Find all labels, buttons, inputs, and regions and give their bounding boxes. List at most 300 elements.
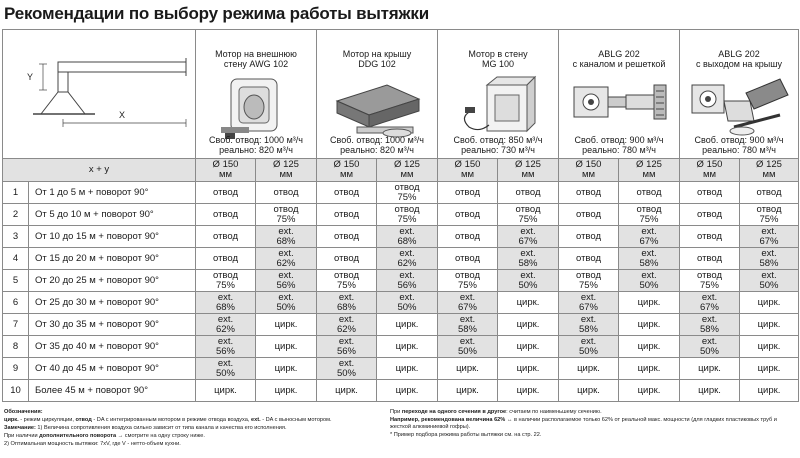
mode-cell <box>680 204 740 226</box>
recommendation-rows <box>3 182 799 402</box>
mode-label: ext. <box>338 313 355 325</box>
mode-cell <box>196 336 256 358</box>
mode-cell <box>680 292 740 314</box>
mode-percent: 75% <box>759 213 779 225</box>
mode-percent: 58% <box>639 257 659 269</box>
row-number: 8 <box>3 336 29 358</box>
mode-label: отвод <box>394 203 420 215</box>
diameter-150-header: Ø 150 мм <box>680 159 740 182</box>
footer-note: Обозначения: <box>4 409 43 415</box>
mode-label: отвод <box>334 208 359 220</box>
mode-label: цирк. <box>516 362 540 374</box>
duct-length-description: От 35 до 40 м + поворот 90° <box>29 336 196 358</box>
mode-percent: 67% <box>518 235 538 247</box>
mode-percent: 75% <box>578 279 598 291</box>
mode-cell <box>317 182 377 204</box>
mode-label: ext. <box>761 225 777 237</box>
mode-cell <box>196 226 256 248</box>
mode-label: цирк. <box>698 384 721 396</box>
table-row <box>3 270 799 292</box>
duct-schema-icon <box>3 30 196 155</box>
mode-percent: 67% <box>699 301 719 313</box>
page-title: Рекомендации по выбору режима работы вытяжки <box>4 4 429 23</box>
mode-cell <box>619 314 680 336</box>
diameter-125-header: Ø 125 мм <box>256 159 317 182</box>
mode-label: цирк. <box>274 318 298 330</box>
xy-header: x + y <box>3 159 196 182</box>
mode-label: отвод <box>213 230 238 242</box>
table-row <box>3 182 799 204</box>
mode-cell <box>438 380 498 402</box>
mode-cell <box>559 204 619 226</box>
mode-percent: 67% <box>639 235 659 247</box>
mode-cell <box>619 358 680 380</box>
mode-label: цирк. <box>395 384 419 396</box>
mode-label: отвод <box>455 252 480 264</box>
mode-cell <box>740 248 799 270</box>
mode-cell <box>196 292 256 314</box>
diameter-subheader-row <box>3 159 799 182</box>
table-row <box>3 204 799 226</box>
mode-percent: 58% <box>759 257 779 269</box>
footer-note: цирк. - режим циркуляции, отвод - DA с интегрированным мотором в режиме отвода воздуха, ext. - DA с выносным мотором. <box>4 417 332 423</box>
mode-cell <box>317 380 377 402</box>
mode-label: ext. <box>641 269 657 281</box>
mode-percent: 50% <box>276 301 296 313</box>
mode-cell <box>680 314 740 336</box>
mode-cell <box>740 226 799 248</box>
mode-label: отвод <box>213 269 238 281</box>
mode-label: ext. <box>641 225 657 237</box>
mode-label: ext. <box>761 269 777 281</box>
mode-percent: 75% <box>397 213 417 225</box>
row-number: 9 <box>3 358 29 380</box>
mode-cell <box>680 380 740 402</box>
mode-cell <box>256 204 317 226</box>
mode-cell <box>317 336 377 358</box>
mode-percent: 68% <box>276 235 296 247</box>
mode-label: цирк. <box>516 318 540 330</box>
mode-cell <box>680 358 740 380</box>
table-row <box>3 314 799 336</box>
mode-percent: 50% <box>699 345 719 357</box>
mode-label: отвод <box>273 203 299 215</box>
mode-cell <box>559 292 619 314</box>
mode-cell <box>619 204 680 226</box>
duct-length-description: От 25 до 30 м + поворот 90° <box>29 292 196 314</box>
table-row <box>3 248 799 270</box>
mode-label: цирк. <box>274 340 298 352</box>
mode-label: цирк. <box>757 384 781 396</box>
duct-length-description: От 40 до 45 м + поворот 90° <box>29 358 196 380</box>
mode-label: отвод <box>394 181 420 193</box>
roof-outlet-motor-icon <box>684 71 794 143</box>
mode-label: отвод <box>576 186 601 198</box>
mode-label: цирк. <box>577 362 600 374</box>
mode-percent: 56% <box>397 279 417 291</box>
mode-label: ext. <box>399 247 415 259</box>
mode-label: ext. <box>278 225 294 237</box>
mode-label: ext. <box>520 247 536 259</box>
diameter-150-header: Ø 150 мм <box>196 159 256 182</box>
mode-cell <box>196 380 256 402</box>
duct-length-description: От 20 до 25 м + поворот 90° <box>29 270 196 292</box>
product-header-row <box>3 30 799 159</box>
footer-note: При переходе на одного сечения в другое: считаем по наименьшему сечению. <box>390 409 602 415</box>
row-number: 2 <box>3 204 29 226</box>
roof-motor-icon <box>327 71 427 143</box>
table-row <box>3 380 799 402</box>
mode-percent: 58% <box>578 323 598 335</box>
mode-label: отвод <box>697 230 722 242</box>
mode-cell <box>256 336 317 358</box>
mode-percent: 50% <box>215 367 235 379</box>
mode-label: отвод <box>576 252 601 264</box>
mode-label: отвод <box>697 269 722 281</box>
table-row <box>3 358 799 380</box>
mode-cell <box>740 270 799 292</box>
mode-cell <box>559 380 619 402</box>
mode-cell <box>256 248 317 270</box>
mode-cell <box>498 270 559 292</box>
mode-label: цирк. <box>214 384 237 396</box>
mode-percent: 67% <box>578 301 598 313</box>
mode-cell <box>317 226 377 248</box>
row-number: 1 <box>3 182 29 204</box>
mode-cell <box>559 226 619 248</box>
mode-percent: 68% <box>397 235 417 247</box>
mode-label: отвод <box>273 186 299 198</box>
mode-label: отвод <box>576 208 601 220</box>
mode-cell <box>680 336 740 358</box>
mode-cell <box>438 248 498 270</box>
mode-label: цирк. <box>274 362 298 374</box>
product-flow: Своб. отвод: 1000 м³/ч реально: 820 м³/ч <box>209 135 303 155</box>
product-name: Мотор на крышу DDG 102 <box>342 48 412 69</box>
mode-percent: 62% <box>276 257 296 269</box>
duct-length-description: От 10 до 15 м + поворот 90° <box>29 226 196 248</box>
mode-percent: 58% <box>457 323 477 335</box>
product-name: ABLG 202 с каналом и решеткой <box>572 48 666 69</box>
product-name: Мотор в стену MG 100 <box>468 48 528 69</box>
mode-percent: 50% <box>578 345 598 357</box>
mode-label: отвод <box>334 252 359 264</box>
mode-cell <box>256 358 317 380</box>
duct-schema-cell <box>3 30 196 159</box>
product-flow: Своб. отвод: 900 м³/ч реально: 780 м³/ч <box>574 135 664 155</box>
mode-cell <box>377 314 438 336</box>
mode-cell <box>377 226 438 248</box>
mode-label: отвод <box>515 186 541 198</box>
mode-cell <box>498 226 559 248</box>
mode-label: отвод <box>697 252 722 264</box>
mode-label: цирк. <box>456 362 479 374</box>
mode-cell <box>559 270 619 292</box>
mode-label: цирк. <box>395 340 419 352</box>
mode-cell <box>680 182 740 204</box>
footer-legend <box>4 409 384 449</box>
mode-label: отвод <box>334 269 359 281</box>
mode-label: отвод <box>455 230 480 242</box>
mode-cell <box>559 314 619 336</box>
mode-label: ext. <box>399 291 415 303</box>
mode-percent: 75% <box>215 279 235 291</box>
mode-label: ext. <box>217 335 234 347</box>
mode-label: цирк. <box>516 384 540 396</box>
product-mg100 <box>438 30 559 159</box>
mode-cell <box>740 292 799 314</box>
diameter-150-header: Ø 150 мм <box>559 159 619 182</box>
mode-cell <box>196 358 256 380</box>
duct-length-description: От 5 до 10 м + поворот 90° <box>29 204 196 226</box>
mode-label: цирк. <box>637 318 661 330</box>
mode-label: ext. <box>399 225 415 237</box>
in-wall-motor-icon <box>453 71 543 143</box>
mode-label: цирк. <box>637 384 661 396</box>
mode-label: ext. <box>338 335 355 347</box>
mode-cell <box>256 270 317 292</box>
mode-percent: 62% <box>397 257 417 269</box>
diameter-125-header: Ø 125 мм <box>619 159 680 182</box>
mode-percent: 75% <box>639 213 659 225</box>
mode-cell <box>377 380 438 402</box>
mode-label: ext. <box>338 291 355 303</box>
mode-label: ext. <box>278 269 294 281</box>
mode-cell <box>559 336 619 358</box>
mode-percent: 75% <box>336 279 356 291</box>
mode-percent: 58% <box>699 323 719 335</box>
mode-label: цирк. <box>335 384 358 396</box>
mode-label: ext. <box>217 291 234 303</box>
mode-label: ext. <box>580 291 597 303</box>
mode-label: ext. <box>761 247 777 259</box>
product-flow: Своб. отвод: 850 м³/ч реально: 730 м³/ч <box>453 135 543 155</box>
mode-label: цирк. <box>395 362 419 374</box>
diameter-150-header: Ø 150 мм <box>438 159 498 182</box>
mode-cell <box>317 270 377 292</box>
wall-motor-icon <box>211 71 301 143</box>
mode-label: отвод <box>636 186 662 198</box>
product-ddg102 <box>317 30 438 159</box>
mode-percent: 62% <box>336 323 356 335</box>
mode-percent: 56% <box>215 345 235 357</box>
mode-label: отвод <box>576 230 601 242</box>
mode-cell <box>619 182 680 204</box>
mode-label: отвод <box>756 186 782 198</box>
mode-cell <box>256 182 317 204</box>
mode-cell <box>377 358 438 380</box>
product-flow: Своб. отвод: 1000 м³/ч реально: 820 м³/ч <box>330 135 424 155</box>
table-row <box>3 292 799 314</box>
mode-cell <box>498 204 559 226</box>
mode-percent: 67% <box>457 301 477 313</box>
mode-label: отвод <box>697 208 722 220</box>
product-name: Мотор на внешнюю стену AWG 102 <box>215 48 297 69</box>
mode-label: отвод <box>334 186 359 198</box>
mode-cell <box>438 204 498 226</box>
mode-cell <box>256 226 317 248</box>
mode-percent: 56% <box>336 345 356 357</box>
mode-cell <box>377 292 438 314</box>
mode-cell <box>680 248 740 270</box>
mode-label: отвод <box>756 203 782 215</box>
mode-cell <box>559 248 619 270</box>
mode-cell <box>498 248 559 270</box>
row-number: 6 <box>3 292 29 314</box>
mode-label: ext. <box>278 291 294 303</box>
product-ablg202-channel <box>559 30 680 159</box>
mode-label: отвод <box>213 208 238 220</box>
mode-percent: 75% <box>699 279 719 291</box>
product-flow: Своб. отвод: 900 м³/ч реально: 780 м³/ч <box>694 135 784 155</box>
mode-label: цирк. <box>516 296 540 308</box>
mode-label: цирк. <box>698 362 721 374</box>
footer-note: 2) Оптимальная мощность вытяжки: 7xV, где V - нетто-объем кухни. <box>4 441 181 447</box>
duct-length-description: От 30 до 35 м + поворот 90° <box>29 314 196 336</box>
mode-label: ext. <box>701 335 718 347</box>
footer-note: При наличии дополнительного поворота → смотрите на одну строку ниже. <box>4 433 205 439</box>
mode-cell <box>619 248 680 270</box>
mode-cell <box>317 248 377 270</box>
mode-cell <box>498 182 559 204</box>
mode-cell <box>438 292 498 314</box>
mode-label: ext. <box>459 291 476 303</box>
row-number: 7 <box>3 314 29 336</box>
mode-label: отвод <box>213 252 238 264</box>
mode-percent: 62% <box>215 323 235 335</box>
mode-percent: 68% <box>215 301 235 313</box>
mode-cell <box>256 380 317 402</box>
mode-cell <box>438 226 498 248</box>
mode-cell <box>740 358 799 380</box>
mode-cell <box>498 314 559 336</box>
mode-cell <box>740 314 799 336</box>
diameter-150-header: Ø 150 мм <box>317 159 377 182</box>
mode-cell <box>619 336 680 358</box>
mode-label: цирк. <box>516 340 540 352</box>
mode-cell <box>740 204 799 226</box>
mode-cell <box>377 182 438 204</box>
mode-label: ext. <box>580 313 597 325</box>
mode-label: отвод <box>455 208 480 220</box>
mode-cell <box>619 292 680 314</box>
footer-note: Замечание: 1) Величина сопротивления воздуха сильно зависит от типа канала и качества его исполнения. <box>4 425 287 431</box>
mode-label: ext. <box>701 291 718 303</box>
mode-cell <box>559 358 619 380</box>
mode-percent: 50% <box>397 301 417 313</box>
mode-percent: 50% <box>336 367 356 379</box>
mode-cell <box>680 270 740 292</box>
mode-label: ext. <box>520 225 536 237</box>
mode-label: цирк. <box>274 384 298 396</box>
mode-label: цирк. <box>637 340 661 352</box>
duct-length-description: От 1 до 5 м + поворот 90° <box>29 182 196 204</box>
mode-label: цирк. <box>757 340 781 352</box>
duct-length-description: От 15 до 20 м + поворот 90° <box>29 248 196 270</box>
mode-percent: 50% <box>639 279 659 291</box>
table-row <box>3 226 799 248</box>
mode-percent: 67% <box>759 235 779 247</box>
mode-label: цирк. <box>577 384 600 396</box>
mode-label: отвод <box>455 186 480 198</box>
mode-label: ext. <box>459 335 476 347</box>
recommendation-table <box>2 29 799 402</box>
mode-cell <box>196 248 256 270</box>
row-number: 5 <box>3 270 29 292</box>
mode-cell <box>317 204 377 226</box>
mode-percent: 75% <box>518 213 538 225</box>
mode-cell <box>680 226 740 248</box>
channel-grille-motor-icon <box>564 71 674 143</box>
mode-cell <box>619 380 680 402</box>
mode-cell <box>196 314 256 336</box>
mode-cell <box>559 182 619 204</box>
diameter-125-header: Ø 125 мм <box>377 159 438 182</box>
mode-cell <box>377 270 438 292</box>
mode-cell <box>256 314 317 336</box>
mode-percent: 50% <box>518 279 538 291</box>
mode-percent: 50% <box>759 279 779 291</box>
mode-label: отвод <box>697 186 722 198</box>
mode-cell <box>438 336 498 358</box>
mode-label: ext. <box>701 313 718 325</box>
mode-label: отвод <box>213 186 238 198</box>
mode-label: цирк. <box>637 362 661 374</box>
mode-label: цирк. <box>395 318 419 330</box>
mode-percent: 56% <box>276 279 296 291</box>
mode-cell <box>256 292 317 314</box>
row-number: 10 <box>3 380 29 402</box>
product-name: ABLG 202 с выходом на крышу <box>695 48 782 69</box>
mode-label: ext. <box>641 247 657 259</box>
mode-cell <box>438 358 498 380</box>
mode-cell <box>438 270 498 292</box>
mode-cell <box>438 182 498 204</box>
diameter-125-header: Ø 125 мм <box>740 159 799 182</box>
mode-cell <box>196 270 256 292</box>
mode-label: цирк. <box>637 296 661 308</box>
mode-label: ext. <box>580 335 597 347</box>
mode-cell <box>196 182 256 204</box>
mode-cell <box>740 182 799 204</box>
mode-cell <box>740 380 799 402</box>
mode-cell <box>317 358 377 380</box>
mode-cell <box>498 292 559 314</box>
footer-note: Например, рекомендована величина 62% ↔ в наличии располагаемое только 62% от реальной макс. мощности (для гладких пластиковых труб и жесткой алюминиевой гофры). <box>390 417 777 430</box>
mode-percent: 50% <box>457 345 477 357</box>
mode-cell <box>619 226 680 248</box>
mode-cell <box>619 270 680 292</box>
mode-cell <box>377 336 438 358</box>
mode-cell <box>498 336 559 358</box>
mode-label: ext. <box>217 313 234 325</box>
mode-cell <box>498 380 559 402</box>
row-number: 3 <box>3 226 29 248</box>
mode-label: цирк. <box>456 384 479 396</box>
row-number: 4 <box>3 248 29 270</box>
footer-remarks <box>390 409 795 440</box>
mode-label: ext. <box>338 357 355 369</box>
schema-x-label: X <box>119 110 126 120</box>
mode-label: цирк. <box>757 318 781 330</box>
table-row <box>3 336 799 358</box>
mode-percent: 75% <box>276 213 296 225</box>
mode-label: цирк. <box>757 362 781 374</box>
mode-label: ext. <box>278 247 294 259</box>
mode-label: ext. <box>459 313 476 325</box>
product-ablg202-roof <box>680 30 799 159</box>
mode-cell <box>377 248 438 270</box>
